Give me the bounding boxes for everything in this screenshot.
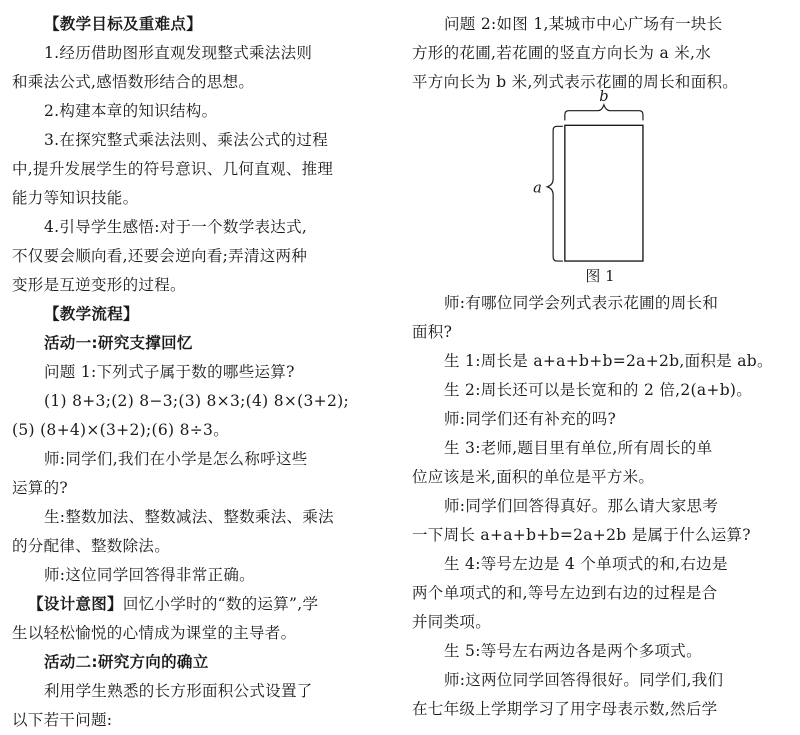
goal-3-line-2: 中,提升发展学生的符号意识、几何直观、推理 [12,160,334,178]
design-intent-label: 【设计意图】 [28,595,123,613]
student-s4-line-1: 生 4:等号左边是 4 个单项式的和,右边是 [444,555,728,573]
teacher-1-line-2: 运算的? [12,479,69,497]
design-intent-line-2: 生以轻松愉悦的心情成为课堂的主导者。 [12,624,297,642]
goal-4-line-2: 不仅要会顺向看,还要会逆向看;弄清这两种 [12,247,308,265]
student-s3-line-1: 生 3:老师,题目里有单位,所有周长的单 [444,439,713,457]
student-s5: 生 5:等号左右两边各是两个多项式。 [444,642,702,660]
section-heading-goals: 【教学目标及重难点】 [44,15,203,33]
section-heading-flow: 【教学流程】 [44,305,139,323]
goal-3-line-1: 3.在探究整式乘法法则、乘法公式的过程 [44,131,328,149]
teacher-6-line-2: 在七年级上学期学习了用字母表示数,然后学 [412,700,718,718]
goal-3-line-3: 能力等知识技能。 [12,189,139,207]
left-column [12,10,388,735]
goal-4-line-1: 4.引导学生感悟:对于一个数学表达式, [44,218,308,236]
intro-line-2: 以下若干问题: [12,711,113,729]
activity-1-heading: 活动一:研究支撑回忆 [44,334,193,352]
teacher-5-line-1: 师:同学们回答得真好。那么请大家思考 [444,497,719,515]
question-2-line-1: 问题 2:如图 1,某城市中心广场有一块长 [444,15,723,33]
garden-rectangle [565,125,643,261]
student-s1: 生 1:周长是 a+a+b+b=2a+2b,面积是 ab。 [444,352,773,370]
teacher-6-line-1: 师:这两位同学回答得很好。同学们,我们 [444,671,724,689]
goal-1-line-2: 和乘法公式,感悟数形结合的思想。 [12,73,255,91]
expressions-line-1: (1) 8+3;(2) 8−3;(3) 8×3;(4) 8×(3+2); [44,392,350,410]
figure-caption: 图 1 [585,267,615,285]
activity-2-heading: 活动二:研究方向的确立 [44,653,209,671]
student-1-line-1: 生:整数加法、整数减法、整数乘法、乘法 [44,508,334,526]
brace-left [547,126,563,261]
right-column [412,10,788,724]
student-s4-line-2: 两个单项式的和,等号左边到右边的过程是合 [412,584,718,602]
figure-1 [412,87,788,263]
student-1-line-2: 的分配律、整数除法。 [12,537,171,555]
question-2-line-3: 平方向长为 b 米,列式表示花圃的周长和面积。 [412,73,739,91]
student-s3-line-2: 位应该是米,面积的单位是平方米。 [412,468,655,486]
brace-top [565,105,643,121]
teacher-1-line-1: 师:同学们,我们在小学是怎么称呼这些 [44,450,308,468]
goal-2: 2.构建本章的知识结构。 [44,102,218,120]
expressions-line-2: (5) (8+4)×(3+2);(6) 8÷3。 [12,421,229,439]
goal-1-line-1: 1.经历借助图形直观发现整式乘法法则 [44,44,313,62]
student-s2: 生 2:周长还可以是长宽和的 2 倍,2(a+b)。 [444,381,753,399]
label-a: a [533,179,542,197]
student-s4-line-3: 并同类项。 [412,613,492,631]
design-intent-line-1 [12,590,388,619]
teacher-3-line-2: 面积? [412,323,453,341]
goal-4-line-3: 变形是互逆变形的过程。 [12,276,186,294]
label-b: b [599,87,609,105]
teacher-2: 师:这位同学回答得非常正确。 [44,566,255,584]
design-intent-text: 回忆小学时的“数的运算”,学 [122,595,319,613]
rectangle-diagram [412,87,788,263]
intro-line-1: 利用学生熟悉的长方形面积公式设置了 [44,682,313,700]
teacher-3-line-1: 师:有哪位同学会列式表示花圃的周长和 [444,294,719,312]
question-2-line-2: 方形的花圃,若花圃的竖直方向长为 a 米,水 [412,44,712,62]
teacher-4: 师:同学们还有补充的吗? [444,410,617,428]
question-1: 问题 1:下列式子属于数的哪些运算? [44,363,295,381]
teacher-5-line-2: 一下周长 a+a+b+b=2a+2b 是属于什么运算? [412,526,751,544]
